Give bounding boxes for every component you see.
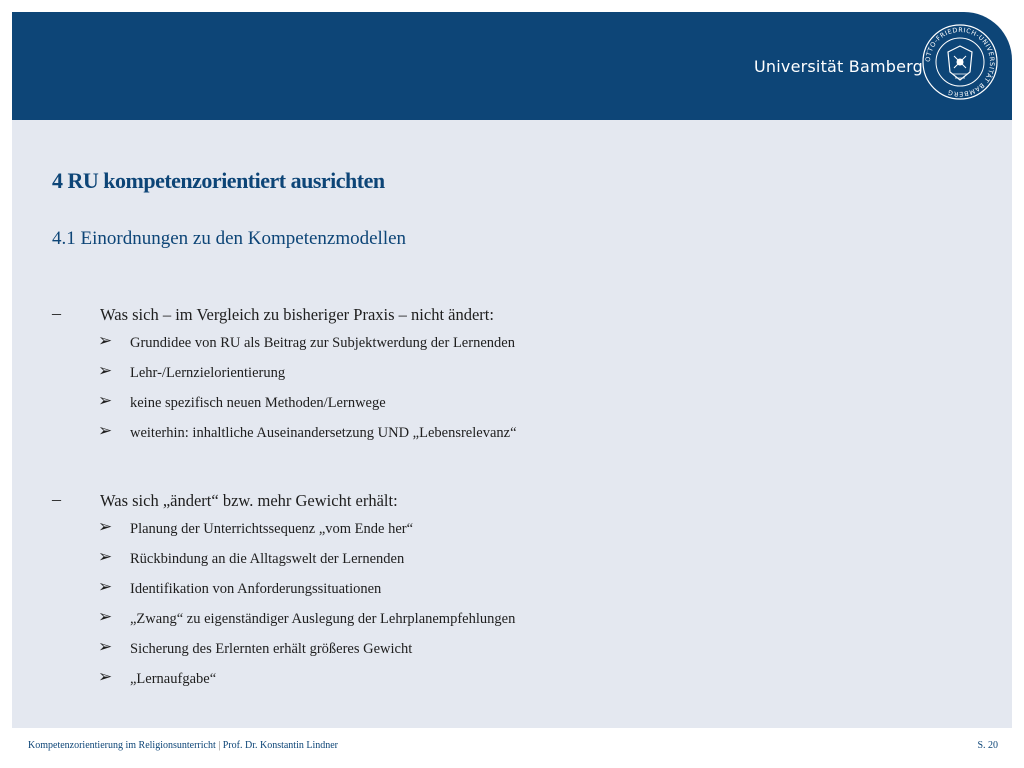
list-item	[52, 549, 972, 579]
page-number: S. 20	[977, 740, 998, 751]
dash-bullet: –	[52, 489, 61, 509]
list-item	[52, 363, 972, 393]
arrow-bullet-icon: ➢	[98, 391, 113, 411]
university-name: Universität Bamberg	[754, 57, 924, 76]
list-item	[52, 609, 972, 639]
section-heading	[52, 303, 972, 333]
arrow-bullet-icon: ➢	[98, 637, 113, 657]
list-item-text: keine spezifisch neuen Methoden/Lernwege	[130, 395, 386, 411]
section-changed	[52, 489, 972, 699]
section-unchanged	[52, 303, 972, 453]
list-item-text: Sicherung des Erlernten erhält größeres Gewicht	[130, 641, 413, 657]
arrow-bullet-icon: ➢	[98, 331, 113, 351]
list-item	[52, 669, 972, 699]
list-item-text: „Zwang“ zu eigenständiger Auslegung der Lehrplanempfehlungen	[130, 611, 516, 627]
section-heading	[52, 489, 972, 519]
list-item-text: Rückbindung an die Alltagswelt der Lernenden	[130, 551, 405, 567]
arrow-bullet-icon: ➢	[98, 607, 113, 627]
arrow-bullet-icon: ➢	[98, 577, 113, 597]
list-item	[52, 423, 972, 453]
bullet-list	[52, 333, 972, 453]
list-item-text: „Lernaufgabe“	[130, 671, 217, 687]
arrow-bullet-icon: ➢	[98, 361, 113, 381]
list-item-text: weiterhin: inhaltliche Auseinandersetzung UND „Lebensrelevanz“	[130, 425, 517, 441]
dash-bullet: –	[52, 303, 61, 323]
footer	[28, 740, 998, 751]
list-item-text: Lehr-/Lernzielorientierung	[130, 365, 286, 381]
section-heading-text: Was sich – im Vergleich zu bisheriger Praxis – nicht ändert:	[100, 305, 494, 324]
list-item-text: Identifikation von Anforderungssituationen	[130, 581, 382, 597]
list-item-text: Grundidee von RU als Beitrag zur Subjektwerdung der Lernenden	[130, 335, 515, 351]
slide-subtitle: 4.1 Einordnungen zu den Kompetenzmodellen	[52, 228, 407, 249]
list-item	[52, 639, 972, 669]
list-item-text: Planung der Unterrichtssequenz „vom Ende her“	[130, 521, 414, 537]
list-item	[52, 393, 972, 423]
list-item	[52, 519, 972, 549]
bullet-list	[52, 519, 972, 699]
arrow-bullet-icon: ➢	[98, 421, 113, 441]
slide-content	[12, 120, 1012, 728]
footer-separator: |	[218, 740, 221, 751]
university-seal-icon	[920, 22, 1000, 102]
arrow-bullet-icon: ➢	[98, 517, 113, 537]
svg-text:OTTO-FRIEDRICH-UNIVERSITÄT BAM: OTTO-FRIEDRICH-UNIVERSITÄT BAMBERG	[923, 25, 997, 99]
slide-title: 4 RU kompetenzorientiert ausrichten	[52, 168, 385, 193]
footer-course: Kompetenzorientierung im Religionsunterricht	[28, 740, 216, 751]
arrow-bullet-icon: ➢	[98, 667, 113, 687]
header-bar	[12, 12, 1012, 120]
footer-author: Prof. Dr. Konstantin Lindner	[222, 740, 339, 751]
arrow-bullet-icon: ➢	[98, 547, 113, 567]
list-item	[52, 579, 972, 609]
list-item	[52, 333, 972, 363]
section-heading-text: Was sich „ändert“ bzw. mehr Gewicht erhält:	[100, 491, 398, 510]
